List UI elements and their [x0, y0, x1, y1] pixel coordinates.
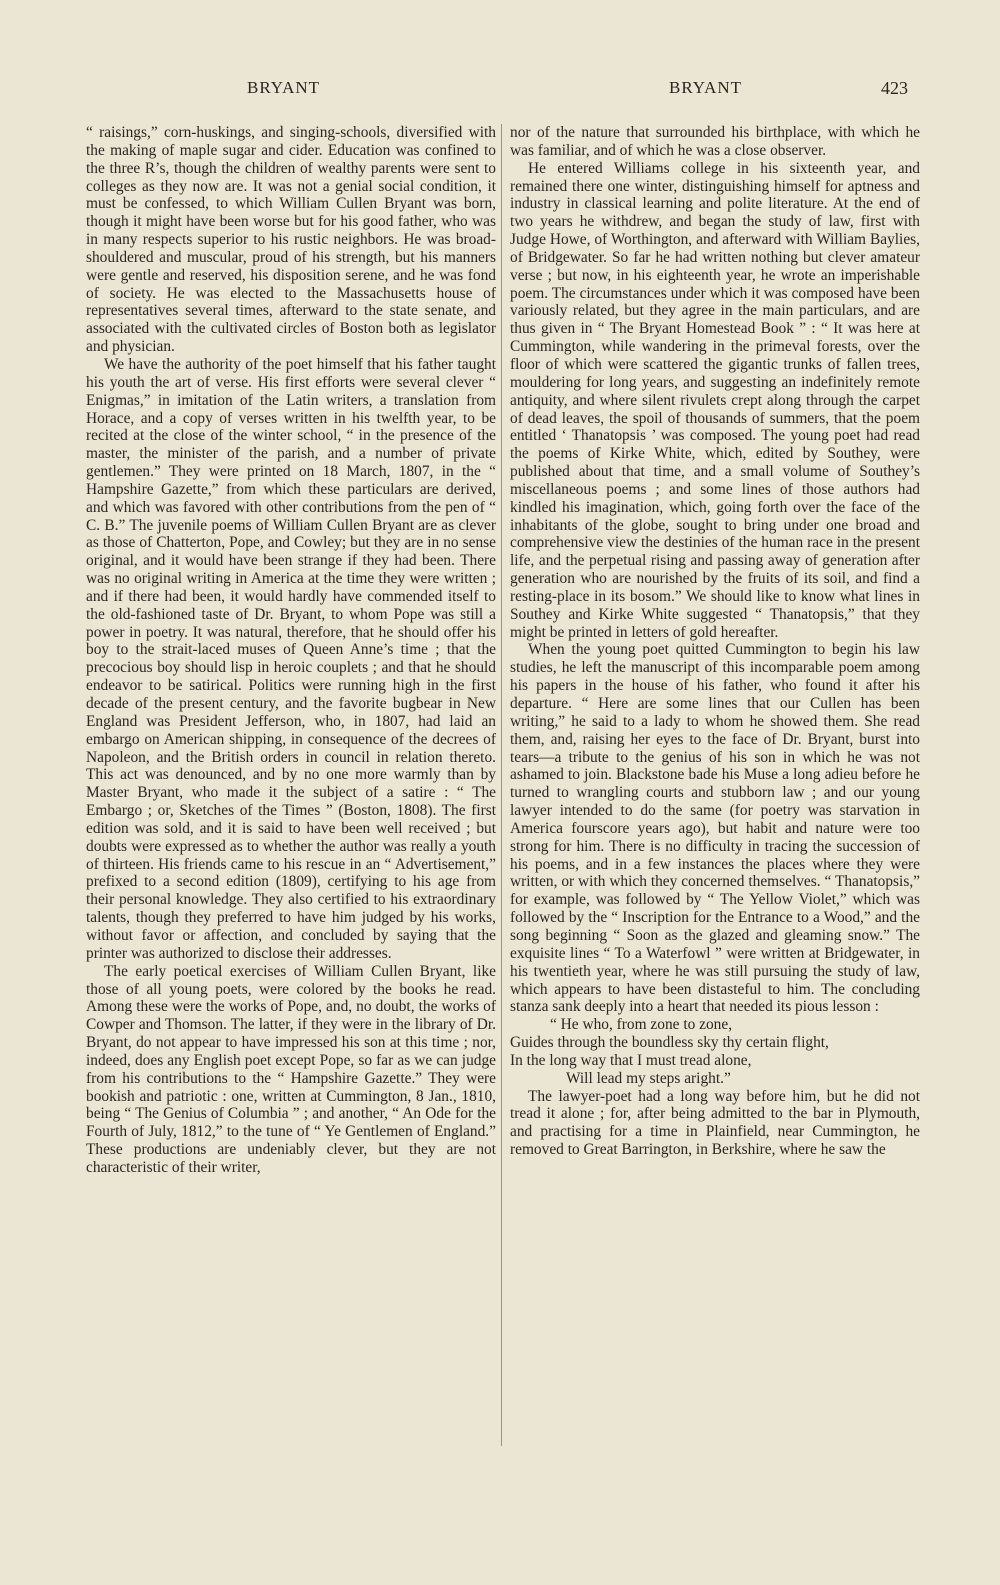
paragraph: The lawyer-poet had a long way before him, but he did not tread it alone ; for, after being admitted to the bar in Plymouth, and practising for a time in Plainfield, near Cummington, he removed to Great Barrington, in Berkshire, where he saw the [510, 1087, 920, 1159]
column-divider [501, 124, 502, 1446]
paragraph: nor of the nature that surrounded his birthplace, with which he was familiar, and of which he was a close observer. [510, 124, 920, 159]
paragraph: The early poetical exercises of William Cullen Bryant, like those of all young poets, were colored by the books he read. Among these were the works of Pope, and, no doubt, the works of Cowper and Thomson. The latter, if they were in the library of Dr. Bryant, do not appear to have impressed his son at this time ; nor, indeed, does any English poet except Pope, so far as we can judge from his contributions to the “ Hampshire Gazette.” They were bookish and patriotic : one, written at Cummington, 8 Jan., 1810, being “ The Genius of Columbia ” ; and another, “ An Ode for the Fourth of July, 1812,” to the tune of “ Ye Gentlemen of England.” These productions are undeniably clever, but they are not characteristic of their writer, [86, 962, 496, 1176]
paragraph: He entered Williams college in his sixteenth year, and remained there one winter, distinguishing himself for aptness and industry in classical learning and polite literature. At the end of two years he withdrew, and began the study of law, first with Judge Howe, of Worthington, and afterward with William Baylies, of Bridgewater. So far he had written nothing but clever amateur verse ; but now, in his eighteenth year, he wrote an imperishable poem. The circumstances under which it was composed have been variously related, but they agree in the main particulars, and are thus given in “ The Bryant Homestead Book ” : “ It was here at Cummington, while wandering in the primeval forests, over the floor of which were scattered the gigantic trunks of fallen trees, mouldering for long years, and suggesting an indefinitely remote antiquity, and where silent rivulets crept along through the carpet of dead leaves, the spoil of thousands of summers, that the poem entitled ‘ Thanatopsis ’ was composed. The young poet had read the poems of Kirke White, which, edited by Southey, were published about that time, and a small volume of Southey’s miscellaneous poems ; and some lines of those authors had kindled his imagination, which, going forth over the face of the inhabitants of the globe, sought to bring under one broad and comprehensive view the destinies of the human race in the present life, and the perpetual rising and passing away of generation after generation who are nourished by the fruits of its soil, and find a resting-place in its bosom.” We should like to know what lines in Southey and Kirke White suggested “ Thanatopsis,” that they might be printed in letters of gold hereafter. [510, 159, 920, 641]
running-head-right: BRYANT [669, 78, 743, 97]
verse-line: Guides through the boundless sky thy certain flight, [510, 1034, 829, 1052]
paragraph: When the young poet quitted Cummington to begin his law studies, he left the manuscript of this incomparable poem among his papers in the house of his father, who found it after his departure. “ Here are some lines that our Cullen has been writing,” he said to a lady to whom he showed them. She read them, and, raising her eyes to the face of Dr. Bryant, burst into tears—a tribute to the genius of his son in which he was not ashamed to join. Blackstone bade his Muse a long adieu before he turned to wrangling courts and stubborn law ; and our young lawyer intended to do the same (for poetry was starvation in America fourscore years ago), but habit and nature were too strong for him. There is no difficulty in tracing the succession of his poems, and in a few instances the places where they were written, or with which they concerned themselves. “ Thanatopsis,” for example, was followed by “ The Yellow Violet,” which was followed by the “ Inscription for the Entrance to a Wood,” and the song beginning “ Soon as the glazed and gleaming snow.” The exquisite lines “ To a Waterfowl ” were written at Bridgewater, in his twentieth year, where he was still pursuing the study of law, which appears to have been distasteful to him. The concluding stanza sank deeply into a heart that needed its pious lesson : [510, 641, 920, 1016]
right-column [510, 124, 920, 1159]
running-head-left: BRYANT [247, 78, 321, 97]
verse-line: In the long way that I must tread alone, [510, 1051, 752, 1069]
page-number: 423 [881, 78, 908, 98]
paragraph: We have the authority of the poet himself that his father taught his youth the art of verse. His first efforts were several clever “ Enigmas,” in imitation of the Latin writers, a translation from Horace, and a copy of verses written in his twelfth year, to be recited at the close of the winter school, “ in the presence of the master, the minister of the parish, and a number of private gentlemen.” They were printed on 18 March, 1807, in the “ Hampshire Gazette,” from which these particulars are derived, and which was favored with other contributions from the pen of “ C. B.” The juvenile poems of William Cullen Bryant are as clever as those of Chatterton, Pope, and Cowley; but they are in no sense original, and it would have been strange if they had been. There was no original writing in America at the time they were written ; and if there had been, it would hardly have commended itself to the old-fashioned taste of Dr. Bryant, to whom Pope was still a power in poetry. It was natural, therefore, that he should offer his boy to the strait-laced muses of Queen Anne’s time ; that the precocious boy should lisp in heroic couplets ; and that he should endeavor to be satirical. Politics were running high in the first decade of the present century, and the favorite bugbear in New England was President Jefferson, who, in 1807, had laid an embargo on American shipping, in consequence of the decrees of Napoleon, and the British orders in council in relation thereto. This act was denounced, and by no one more warmly than by Master Bryant, who made it the subject of a satire : “ The Embargo ; or, Sketches of the Times ” (Boston, 1808). The first edition was sold, and it is said to have been well received ; but doubts were expressed as to whether the author was really a youth of thirteen. His friends came to his rescue in an “ Advertisement,” prefixed to a second edition (1809), certifying to his age from their personal knowledge. They also certified to his extraordinary talents, though they preferred to have him judged by his works, without favor or affection, and concluded by saying that the printer was authorized to disclose their addresses. [86, 355, 496, 962]
verse-line: “ He who, from zone to zone, [550, 1016, 733, 1034]
left-column [86, 124, 496, 1177]
verse-line: Will lead my steps aright.” [566, 1069, 731, 1087]
paragraph: “ raisings,” corn-huskings, and singing-schools, diversified with the making of maple sugar and cider. Education was confined to the three R’s, though the children of wealthy parents were sent to colleges as they now are. It was not a genial social condition, it must be confessed, to which William Cullen Bryant was born, though it might have been worse but for his good father, who was in many respects superior to his rustic neighbors. He was broad-shouldered and muscular, proud of his strength, but his manners were gentle and reserved, his disposition serene, and he was fond of society. He was elected to the Massachusetts house of representatives several times, afterward to the state senate, and associated with the cultivated circles of Boston both as legislator and physician. [86, 124, 496, 356]
